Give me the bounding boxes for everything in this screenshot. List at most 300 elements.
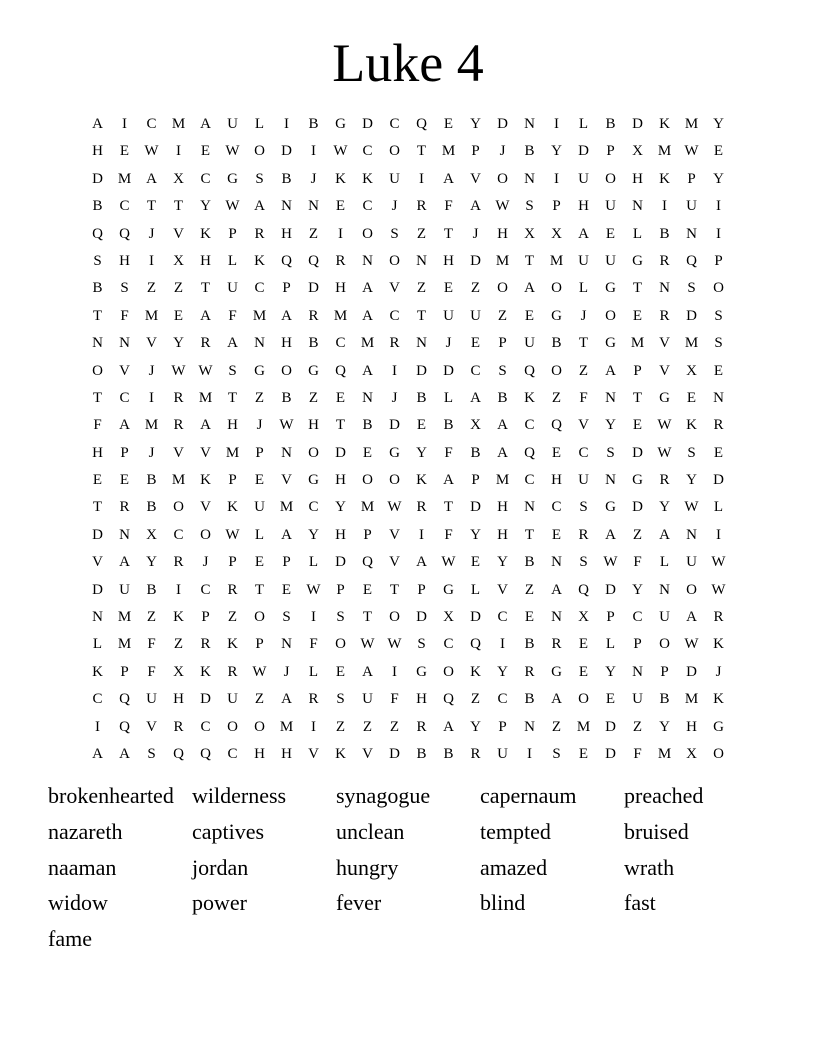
- grid-letter: N: [92, 335, 103, 352]
- grid-letter: S: [255, 170, 264, 187]
- grid-letter: N: [524, 718, 535, 735]
- grid-letter: E: [281, 581, 292, 598]
- grid-letter: J: [499, 143, 506, 160]
- grid-letter: N: [686, 526, 697, 543]
- grid-letter: V: [200, 499, 211, 516]
- grid-letter: Z: [416, 280, 427, 297]
- grid-letter: D: [713, 472, 724, 489]
- grid-letter: E: [713, 444, 724, 461]
- grid-letter: I: [311, 609, 316, 626]
- grid-letter: S: [228, 362, 237, 379]
- grid-letter: O: [605, 170, 616, 187]
- grid-letter: N: [281, 198, 292, 215]
- grid-letter: C: [362, 198, 373, 215]
- word-list-item: bruised: [624, 818, 689, 844]
- grid-letter: O: [659, 636, 670, 653]
- grid-letter: Q: [281, 252, 292, 269]
- grid-letter: S: [498, 362, 507, 379]
- grid-letter: C: [146, 116, 157, 132]
- grid-letter: V: [362, 745, 373, 762]
- grid-letter: N: [605, 472, 616, 489]
- grid-letter: W: [306, 581, 321, 598]
- grid-letter: D: [389, 417, 400, 434]
- grid-letter: U: [362, 691, 373, 708]
- grid-row: [84, 303, 732, 330]
- grid-letter: X: [470, 417, 481, 434]
- grid-letter: H: [92, 444, 103, 461]
- grid-letter: V: [470, 170, 481, 187]
- grid-letter: W: [225, 526, 240, 543]
- grid-letter: U: [659, 609, 670, 626]
- grid-letter: N: [416, 252, 427, 269]
- grid-letter: O: [227, 718, 238, 735]
- grid-letter: Z: [632, 718, 643, 735]
- grid-letter: O: [389, 472, 400, 489]
- grid-letter: M: [441, 143, 456, 160]
- grid-letter: X: [173, 663, 184, 680]
- grid-letter: M: [630, 335, 645, 352]
- word-list-item: preached: [624, 783, 704, 808]
- grid-letter: Y: [200, 198, 211, 215]
- grid-letter: H: [497, 526, 508, 543]
- grid-letter: F: [444, 198, 453, 215]
- grid-letter: B: [416, 389, 427, 406]
- grid-letter: G: [632, 472, 643, 489]
- grid-letter: G: [605, 499, 616, 516]
- grid-letter: F: [579, 389, 588, 406]
- grid-row: [84, 686, 732, 713]
- grid-letter: V: [497, 581, 508, 598]
- grid-letter: U: [578, 170, 589, 187]
- grid-letter: K: [227, 499, 238, 516]
- grid-letter: Q: [524, 362, 535, 379]
- grid-letter: L: [443, 389, 454, 406]
- grid-letter: Y: [551, 143, 562, 160]
- grid-letter: A: [551, 691, 562, 708]
- grid-letter: X: [146, 526, 157, 543]
- grid-letter: O: [497, 170, 508, 187]
- grid-letter: J: [391, 198, 398, 215]
- grid-letter: P: [687, 170, 696, 187]
- grid-letter: E: [524, 609, 535, 626]
- grid-letter: Y: [686, 472, 697, 489]
- grid-letter: I: [527, 745, 532, 762]
- grid-letter: Z: [389, 718, 400, 735]
- grid-letter: Z: [551, 718, 562, 735]
- grid-letter: U: [632, 691, 643, 708]
- grid-letter: I: [554, 170, 559, 187]
- grid-letter: Z: [470, 280, 481, 297]
- grid-letter: K: [200, 663, 211, 680]
- grid-letter: W: [657, 444, 672, 461]
- grid-letter: A: [470, 389, 481, 406]
- grid-row: [84, 440, 732, 467]
- grid-letter: M: [576, 718, 591, 735]
- grid-letter: T: [443, 499, 454, 516]
- grid-letter: N: [281, 444, 292, 461]
- grid-letter: J: [310, 170, 317, 187]
- grid-letter: X: [443, 609, 454, 626]
- grid-letter: P: [606, 143, 615, 160]
- grid-letter: I: [95, 718, 100, 735]
- grid-letter: S: [525, 198, 534, 215]
- grid-letter: D: [605, 581, 616, 598]
- grid-letter: B: [146, 472, 157, 489]
- grid-letter: I: [338, 225, 343, 242]
- grid-letter: E: [443, 280, 454, 297]
- grid-letter: A: [416, 554, 427, 571]
- grid-letter: A: [443, 170, 454, 187]
- grid-letter: G: [254, 362, 265, 379]
- grid-letter: D: [335, 444, 346, 461]
- grid-letter: H: [335, 526, 346, 543]
- grid-letter: K: [524, 389, 535, 406]
- grid-letter: A: [146, 170, 157, 187]
- grid-letter: L: [227, 252, 238, 269]
- grid-letter: G: [443, 581, 454, 598]
- grid-row: [84, 138, 732, 165]
- grid-letter: A: [362, 307, 373, 324]
- grid-letter: C: [632, 609, 643, 626]
- grid-letter: I: [716, 225, 721, 242]
- grid-letter: X: [173, 252, 184, 269]
- grid-letter: O: [389, 143, 400, 160]
- word-list-item: hungry: [336, 854, 399, 880]
- grid-letter: L: [605, 636, 616, 653]
- grid-letter: N: [632, 198, 643, 215]
- grid-letter: C: [119, 198, 130, 215]
- grid-letter: D: [416, 362, 427, 379]
- grid-letter: D: [470, 609, 481, 626]
- grid-letter: E: [578, 663, 589, 680]
- grid-letter: I: [176, 581, 181, 598]
- grid-letter: S: [390, 225, 399, 242]
- grid-letter: P: [471, 143, 480, 160]
- grid-row: [84, 193, 732, 220]
- grid-letter: W: [225, 198, 240, 215]
- grid-letter: R: [227, 663, 238, 680]
- word-list-item: power: [192, 890, 247, 916]
- grid-letter: A: [92, 116, 103, 132]
- grid-letter: U: [389, 170, 400, 187]
- grid-letter: U: [146, 691, 157, 708]
- grid-row: [84, 412, 732, 439]
- grid-letter: M: [198, 389, 213, 406]
- grid-letter: H: [335, 280, 346, 297]
- grid-letter: K: [659, 116, 670, 132]
- grid-letter: U: [578, 252, 589, 269]
- grid-letter: P: [363, 526, 372, 543]
- grid-letter: M: [684, 691, 699, 708]
- grid-letter: P: [228, 225, 237, 242]
- grid-letter: Z: [362, 718, 373, 735]
- grid-letter: Q: [92, 225, 103, 242]
- grid-letter: I: [149, 252, 154, 269]
- grid-row: [84, 631, 732, 658]
- grid-letter: T: [92, 389, 103, 406]
- grid-letter: Z: [416, 225, 427, 242]
- grid-letter: A: [551, 581, 562, 598]
- grid-letter: N: [632, 663, 643, 680]
- grid-letter: O: [578, 691, 589, 708]
- grid-letter: R: [713, 609, 724, 626]
- grid-letter: W: [495, 198, 510, 215]
- grid-letter: A: [605, 362, 616, 379]
- grid-letter: B: [92, 280, 103, 297]
- grid-letter: B: [524, 636, 535, 653]
- grid-letter: Q: [524, 444, 535, 461]
- grid-letter: R: [659, 472, 670, 489]
- grid-letter: B: [524, 143, 535, 160]
- grid-letter: W: [252, 663, 267, 680]
- grid-letter: C: [335, 335, 346, 352]
- grid-letter: W: [333, 143, 348, 160]
- grid-letter: D: [497, 116, 508, 132]
- grid-letter: Z: [578, 362, 589, 379]
- grid-letter: U: [254, 499, 265, 516]
- grid-letter: E: [119, 143, 130, 160]
- grid-letter: D: [632, 116, 643, 132]
- grid-letter: A: [686, 609, 697, 626]
- grid-letter: G: [659, 389, 670, 406]
- grid-letter: O: [551, 362, 562, 379]
- grid-letter: A: [443, 472, 454, 489]
- grid-letter: T: [254, 581, 265, 598]
- grid-letter: E: [524, 307, 535, 324]
- grid-letter: B: [281, 170, 292, 187]
- grid-letter: C: [524, 417, 535, 434]
- grid-letter: W: [684, 143, 699, 160]
- grid-letter: R: [308, 691, 319, 708]
- grid-letter: V: [200, 444, 211, 461]
- grid-letter: M: [171, 116, 186, 132]
- grid-letter: P: [255, 444, 264, 461]
- grid-letter: T: [227, 389, 238, 406]
- grid-letter: K: [659, 170, 670, 187]
- grid-row: [84, 467, 732, 494]
- grid-letter: D: [578, 143, 589, 160]
- grid-letter: U: [578, 472, 589, 489]
- grid-letter: D: [92, 581, 103, 598]
- grid-letter: C: [200, 581, 211, 598]
- grid-letter: N: [281, 636, 292, 653]
- grid-letter: A: [281, 307, 292, 324]
- grid-letter: P: [120, 663, 129, 680]
- grid-letter: Q: [362, 554, 373, 571]
- grid-letter: G: [308, 362, 319, 379]
- grid-letter: Q: [335, 362, 346, 379]
- grid-letter: C: [578, 444, 589, 461]
- grid-letter: B: [146, 581, 157, 598]
- grid-letter: K: [713, 636, 724, 653]
- grid-letter: P: [336, 581, 345, 598]
- grid-letter: W: [657, 417, 672, 434]
- grid-letter: Z: [254, 691, 265, 708]
- grid-letter: G: [335, 116, 346, 132]
- grid-letter: A: [281, 526, 292, 543]
- grid-letter: M: [117, 170, 132, 187]
- grid-letter: I: [716, 526, 721, 543]
- grid-letter: E: [632, 417, 643, 434]
- grid-letter: C: [443, 636, 454, 653]
- grid-letter: O: [362, 472, 373, 489]
- grid-letter: B: [524, 554, 535, 571]
- grid-letter: C: [362, 143, 373, 160]
- grid-letter: C: [200, 718, 211, 735]
- grid-row: [84, 330, 732, 357]
- grid-letter: E: [686, 389, 697, 406]
- grid-letter: J: [148, 444, 155, 461]
- grid-letter: T: [524, 252, 535, 269]
- grid-letter: V: [659, 335, 670, 352]
- grid-letter: L: [92, 636, 103, 653]
- grid-letter: J: [445, 335, 452, 352]
- grid-letter: Z: [308, 389, 319, 406]
- grid-letter: X: [524, 225, 535, 242]
- grid-letter: Q: [200, 745, 211, 762]
- grid-letter: N: [119, 335, 130, 352]
- grid-letter: E: [362, 444, 373, 461]
- grid-letter: Z: [308, 225, 319, 242]
- grid-letter: R: [389, 335, 400, 352]
- grid-letter: E: [578, 745, 589, 762]
- grid-letter: O: [254, 718, 265, 735]
- grid-letter: U: [686, 554, 697, 571]
- grid-letter: L: [713, 499, 724, 516]
- grid-letter: T: [335, 417, 346, 434]
- grid-letter: H: [416, 691, 427, 708]
- grid-letter: M: [657, 745, 672, 762]
- grid-letter: O: [551, 280, 562, 297]
- grid-letter: L: [470, 581, 481, 598]
- grid-letter: Z: [632, 526, 643, 543]
- grid-letter: A: [119, 745, 130, 762]
- grid-row: [84, 358, 732, 385]
- grid-letter: H: [335, 472, 346, 489]
- grid-letter: E: [335, 663, 346, 680]
- grid-letter: X: [578, 609, 589, 626]
- grid-letter: Z: [254, 389, 265, 406]
- grid-letter: R: [173, 389, 184, 406]
- grid-letter: V: [173, 444, 184, 461]
- grid-letter: U: [605, 252, 616, 269]
- grid-letter: A: [497, 417, 508, 434]
- grid-letter: H: [281, 745, 292, 762]
- grid-row: [84, 275, 732, 302]
- grid-letter: K: [335, 745, 346, 762]
- grid-letter: C: [227, 745, 238, 762]
- grid-letter: C: [497, 609, 508, 626]
- grid-letter: W: [603, 554, 618, 571]
- grid-letter: J: [391, 389, 398, 406]
- grid-letter: C: [200, 170, 211, 187]
- grid-letter: O: [713, 745, 724, 762]
- grid-letter: D: [470, 499, 481, 516]
- grid-letter: L: [254, 116, 265, 132]
- grid-letter: P: [282, 280, 291, 297]
- grid-letter: W: [684, 636, 699, 653]
- grid-letter: S: [147, 745, 156, 762]
- grid-letter: O: [443, 663, 454, 680]
- grid-letter: E: [119, 472, 130, 489]
- grid-letter: U: [227, 116, 238, 132]
- word-list-item: capernaum: [480, 783, 577, 808]
- page-title: Luke 4: [332, 33, 484, 93]
- grid-letter: R: [227, 581, 238, 598]
- grid-letter: E: [335, 198, 346, 215]
- grid-letter: W: [387, 636, 402, 653]
- grid-letter: M: [684, 335, 699, 352]
- grid-letter: T: [389, 581, 400, 598]
- grid-letter: M: [549, 252, 564, 269]
- grid-letter: R: [416, 198, 427, 215]
- grid-letter: A: [119, 417, 130, 434]
- grid-letter: Q: [308, 252, 319, 269]
- grid-letter: W: [225, 143, 240, 160]
- grid-letter: B: [416, 745, 427, 762]
- grid-letter: H: [443, 252, 454, 269]
- grid-letter: L: [254, 526, 265, 543]
- grid-letter: D: [362, 116, 373, 132]
- grid-letter: O: [254, 609, 265, 626]
- grid-letter: Y: [605, 663, 616, 680]
- grid-letter: E: [605, 225, 616, 242]
- grid-letter: N: [254, 335, 265, 352]
- grid-letter: V: [146, 335, 157, 352]
- grid-letter: J: [580, 307, 587, 324]
- grid-letter: C: [254, 280, 265, 297]
- grid-letter: R: [713, 417, 724, 434]
- grid-letter: E: [470, 554, 481, 571]
- grid-letter: T: [524, 526, 535, 543]
- grid-letter: E: [551, 526, 562, 543]
- grid-letter: Z: [173, 636, 184, 653]
- word-list-item: naaman: [48, 854, 117, 880]
- grid-letter: N: [551, 554, 562, 571]
- grid-letter: X: [686, 745, 697, 762]
- grid-letter: B: [470, 444, 481, 461]
- grid-letter: G: [227, 170, 238, 187]
- grid-letter: W: [441, 554, 456, 571]
- grid-letter: R: [659, 252, 670, 269]
- grid-letter: H: [632, 170, 643, 187]
- grid-letter: D: [686, 663, 697, 680]
- grid-letter: E: [713, 362, 724, 379]
- grid-row: [84, 522, 732, 549]
- grid-letter: N: [713, 389, 724, 406]
- grid-row: [84, 714, 732, 741]
- grid-letter: T: [200, 280, 211, 297]
- grid-letter: R: [416, 499, 427, 516]
- grid-letter: S: [552, 745, 561, 762]
- grid-letter: B: [551, 335, 562, 352]
- grid-letter: R: [254, 225, 265, 242]
- grid-letter: I: [716, 198, 721, 215]
- grid-letter: Q: [119, 691, 130, 708]
- grid-letter: U: [524, 335, 535, 352]
- grid-letter: V: [92, 554, 103, 571]
- grid-letter: O: [281, 362, 292, 379]
- grid-letter: N: [524, 116, 535, 132]
- grid-letter: A: [119, 554, 130, 571]
- grid-letter: T: [632, 389, 643, 406]
- grid-letter: W: [144, 143, 159, 160]
- grid-letter: O: [362, 225, 373, 242]
- grid-row: [84, 166, 732, 193]
- grid-letter: B: [497, 389, 508, 406]
- grid-letter: Y: [470, 116, 481, 132]
- grid-letter: X: [632, 143, 643, 160]
